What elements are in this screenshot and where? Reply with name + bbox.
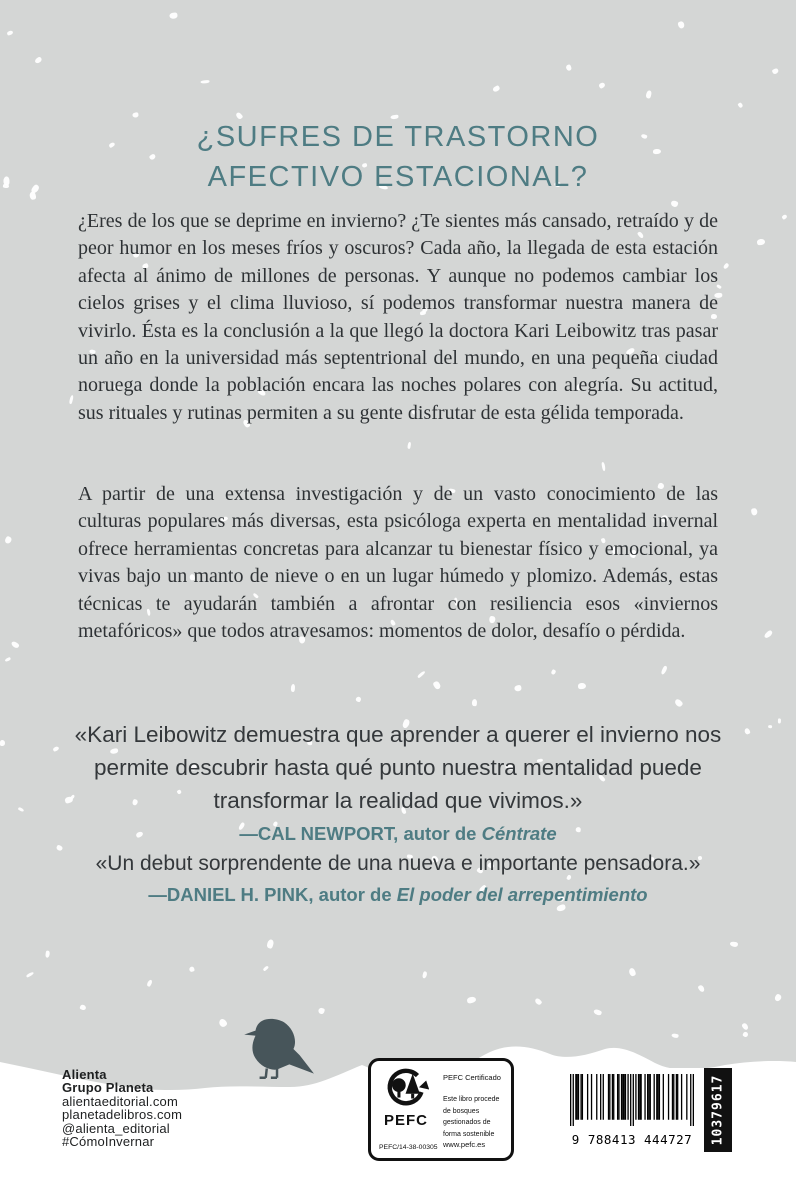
- cover-title-line1: ¿SUFRES DE TRASTORNO: [196, 121, 600, 154]
- publisher-social-handle: @alienta_editorial: [62, 1120, 170, 1136]
- publisher-block: [62, 1068, 182, 1148]
- quote-text: «Kari Leibowitz demuestra que aprender a querer el invierno nos permite descubrir hasta qué punto nuestra mentalidad puede transformar la realidad que vivimos.»: [74, 722, 722, 813]
- quote-attribution: —DANIEL H. PINK, autor de El poder del arrepentimiento: [148, 884, 648, 905]
- isbn-number: 9 788413 444727: [571, 1132, 693, 1147]
- publisher-hashtag: #CómoInvernar: [62, 1134, 155, 1150]
- barcode-bars: [570, 1074, 694, 1126]
- publisher-website-1: alientaeditorial.com: [62, 1093, 179, 1109]
- barcode: [560, 1068, 732, 1152]
- pefc-description: Este libro procede de bosques gestionados de forma sostenible: [443, 1096, 500, 1138]
- endorsement-quote-1: [58, 718, 738, 845]
- synopsis-paragraph-1: ¿Eres de los que se deprime en invierno? ¿Te sientes más cansado, retraído y de peor humor en los meses fríos y oscuros? Cada año, la llegada de esta estación afecta al ánimo de millones de personas. Y aunque no podemos cambiar los cielos grises y el clima lluvioso, sí podemos transformar nuestra manera de vivirlo. Ésta es la conclusión a la que llegó la doctora Kari Leibowitz tras pasar un año en la universidad más septentrional del mundo, en una pequeña ciudad noruega donde la población encara las noches polares con alegría. Su actitud, sus rituales y rutinas permiten a su gente disfrutar de esta gélida temporada.: [78, 210, 718, 424]
- bird-illustration: [236, 1016, 316, 1080]
- product-code-strip: [704, 1068, 732, 1152]
- publisher-group: Grupo Planeta: [62, 1080, 154, 1096]
- quoted-work-title: El poder del arrepentimiento: [396, 884, 648, 905]
- pefc-logo-icon: [383, 1067, 429, 1109]
- endorsement-quote-2: [58, 850, 738, 906]
- product-code: 10379617: [710, 1074, 726, 1146]
- pefc-certified-label: PEFC Certificado: [443, 1073, 501, 1082]
- publisher-name: Alienta: [62, 1067, 107, 1082]
- pefc-certification-label: [368, 1058, 514, 1161]
- publisher-website-2: planetadelibros.com: [62, 1107, 183, 1123]
- cover-title-line2: AFECTIVO ESTACIONAL?: [207, 161, 589, 194]
- quote-text: «Un debut sorprendente de una nueva e importante pensadora.»: [95, 852, 701, 875]
- pefc-url: www.pefc.es: [443, 1140, 486, 1149]
- quoted-work-title: Céntrate: [481, 823, 557, 844]
- quote-attribution: —CAL NEWPORT, autor de Céntrate: [239, 823, 557, 844]
- pefc-code: PEFC/14-38-00305: [379, 1144, 438, 1151]
- cover-title: [0, 117, 796, 197]
- pefc-logo-text: PEFC: [383, 1112, 428, 1129]
- synopsis-paragraph-2: A partir de una extensa investigación y de un vasto conocimiento de las culturas populares más diversas, esta psicóloga experta en mentalidad invernal ofrece herramientas concretas para alcanzar tu bienestar físico y emocional, ya vivas bajo un manto de nieve o en un lugar húmedo y plomizo. Además, estas técnicas te ayudarán también a afrontar con resiliencia esos «inviernos metafóricos» que todos atravesamos: momentos de dolor, desafío o pérdida.: [78, 483, 718, 643]
